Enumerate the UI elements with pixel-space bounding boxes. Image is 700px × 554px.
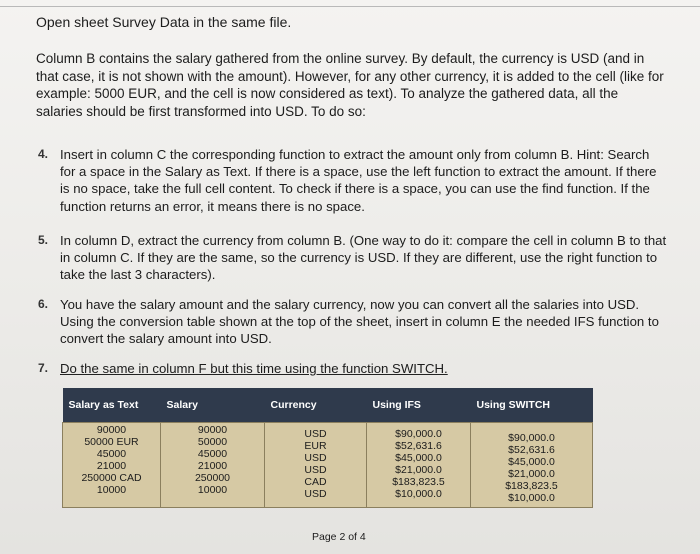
using-switch-column (471, 423, 593, 508)
table-cell: 45000 (197, 448, 228, 460)
table-cell: 21000 (96, 460, 127, 472)
table-cell: 90000 (96, 424, 127, 436)
table-cell: 250000 (194, 472, 231, 484)
salary-column (161, 423, 265, 508)
list-item (38, 232, 668, 284)
table-cell: $10,000.0 (395, 488, 442, 500)
list-item-number: 6. (38, 297, 49, 311)
table-cell: USD (304, 452, 327, 464)
divider (0, 6, 700, 7)
table-cell: 21000 (197, 460, 228, 472)
table-cell: $183,823.5 (505, 480, 558, 492)
table-cell: $45,000.0 (508, 456, 555, 468)
list-item-text: In column D, extract the currency from column B. (One way to do it: compare the cell in column B to that in column C. If they are the same, so the currency is USD. If they are different, use the right function to take the last 3 characters). (60, 233, 667, 283)
salary-table (62, 388, 593, 508)
table-cell: $52,631.6 (508, 444, 555, 456)
list-item (38, 360, 668, 377)
table-header-row (63, 388, 593, 423)
table-cell: USD (304, 488, 327, 500)
column-header: Currency (265, 388, 367, 423)
table-cell: 50000 (197, 436, 228, 448)
list-item (38, 146, 668, 215)
list-item (38, 296, 668, 348)
using-ifs-column (367, 423, 471, 508)
list-item-number: 4. (38, 147, 49, 161)
table-cell: 10000 (96, 484, 127, 496)
table-cell: 90000 (197, 424, 228, 436)
page-number: Page 2 of 4 (312, 531, 366, 543)
list-item-text: Do the same in column F but this time using the function SWITCH. (60, 361, 448, 376)
table-cell: USD (304, 428, 327, 440)
table-cell: $90,000.0 (395, 428, 442, 440)
table-cell: $52,631.6 (395, 440, 442, 452)
table-row (63, 423, 593, 508)
table-cell: $90,000.0 (508, 432, 555, 444)
table-cell: 10000 (197, 484, 228, 496)
table-cell: 50000 EUR (84, 436, 139, 448)
list-item-number: 5. (38, 233, 49, 247)
list-item-text: You have the salary amount and the salary currency, now you can convert all the salaries into USD. Using the conversion table shown at the top of the sheet, insert in column E the needed IFS function to convert the salary amount into USD. (60, 297, 659, 347)
column-header: Using SWITCH (471, 388, 593, 423)
salary-as-text-column (63, 423, 161, 508)
intro-paragraph: Column B contains the salary gathered from the online survey. By default, the currency is USD (and in that case, it is not shown with the amount). However, for any other currency, it is added to the cell (like for example: 5000 EUR, and the cell is now considered as text). To analyze the gathered data, all the salaries should be first transformed into USD. To do so: (36, 51, 664, 119)
list-item-number: 7. (38, 361, 49, 375)
table-cell: USD (304, 464, 327, 476)
column-header: Using IFS (367, 388, 471, 423)
table-cell: $21,000.0 (508, 468, 555, 480)
column-header: Salary as Text (63, 388, 161, 423)
table-cell: EUR (304, 440, 327, 452)
table-cell: $10,000.0 (508, 492, 555, 504)
table-cell: $183,823.5 (392, 476, 445, 488)
table-cell: CAD (304, 476, 327, 488)
list-item-text: Insert in column C the corresponding function to extract the amount only from column B. Hint: Search for a space in the Salary as Text. If there is a space, use the left function to extract the amount. If there is no space, take the full cell content. To check if there is a space, you can use the find function. If the function returns an error, it means there is no space. (60, 147, 657, 214)
currency-column (265, 423, 367, 508)
table-cell: 45000 (96, 448, 127, 460)
table-cell: $45,000.0 (395, 452, 442, 464)
page-title: Open sheet Survey Data in the same file. (36, 14, 292, 30)
table-cell: $21,000.0 (395, 464, 442, 476)
table-cell: 250000 CAD (81, 472, 142, 484)
column-header: Salary (161, 388, 265, 423)
